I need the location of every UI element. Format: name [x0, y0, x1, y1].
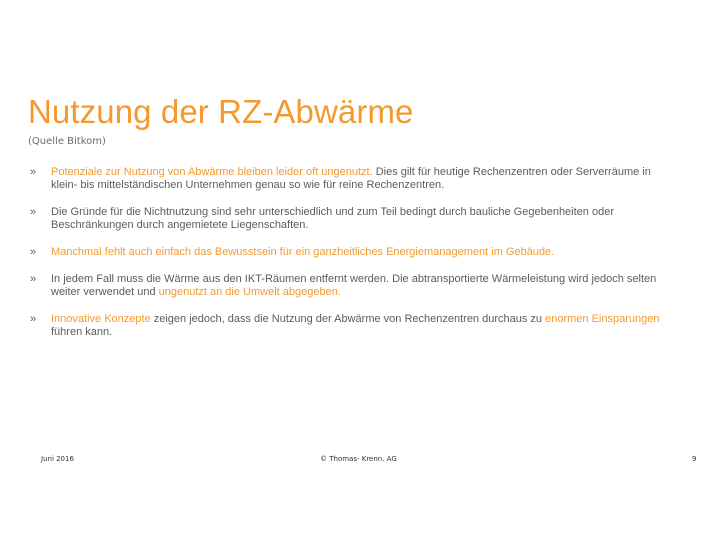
bullet-marker: »: [30, 246, 37, 258]
bullet-list: [30, 166, 670, 353]
slide-title: Nutzung der RZ-Abwärme: [28, 93, 414, 130]
bullet-item: [30, 273, 670, 299]
bullet-text-highlight: Manchmal fehlt auch einfach das Bewusstsein für ein ganzheitliches Energiemanagement im Gebäude.: [51, 246, 555, 258]
bullet-item: [30, 166, 670, 192]
bullet-text-highlight: Potenziale zur Nutzung von Abwärme bleiben leider oft ungenutzt.: [51, 166, 373, 178]
slide-subtitle: (Quelle Bitkom): [28, 136, 106, 147]
footer-page-number: 9: [692, 455, 697, 463]
bullet-text: führen kann.: [51, 326, 113, 338]
bullet-text-highlight: Innovative Konzepte: [51, 313, 151, 325]
bullet-text: zeigen jedoch, dass die Nutzung der Abwärme von Rechenzentren durchaus zu: [150, 313, 546, 325]
bullet-marker: »: [30, 206, 37, 218]
bullet-item: [30, 206, 670, 232]
bullet-item: [30, 313, 670, 339]
bullet-text-highlight: ungenutzt an die Umwelt abgegeben.: [158, 286, 341, 298]
bullet-marker: »: [30, 273, 37, 285]
bullet-text: Dies gilt für heutige Rechenzentren oder Serverräume in klein- bis mittelständischen Unternehmen genau so wie für reine Rechenzentren.: [51, 166, 651, 191]
bullet-marker: »: [30, 313, 37, 325]
bullet-item: [30, 246, 670, 259]
bullet-text-highlight: enormen Einsparungen: [545, 313, 660, 325]
footer-copyright: © Thomas- Krenn. AG: [320, 455, 397, 463]
bullet-marker: »: [30, 166, 37, 178]
bullet-text: Die Gründe für die Nichtnutzung sind sehr unterschiedlich und zum Teil bedingt durch bauliche Gegebenheiten oder Beschränkungen durch angemietete Liegenschaften.: [51, 206, 614, 231]
footer-date: Juni 2016: [41, 455, 74, 463]
bullet-text: In jedem Fall muss die Wärme aus den IKT-Räumen entfernt werden. Die abtransportierte Wärmeleistung wird jedoch selten weiter verwendet und: [51, 273, 657, 298]
